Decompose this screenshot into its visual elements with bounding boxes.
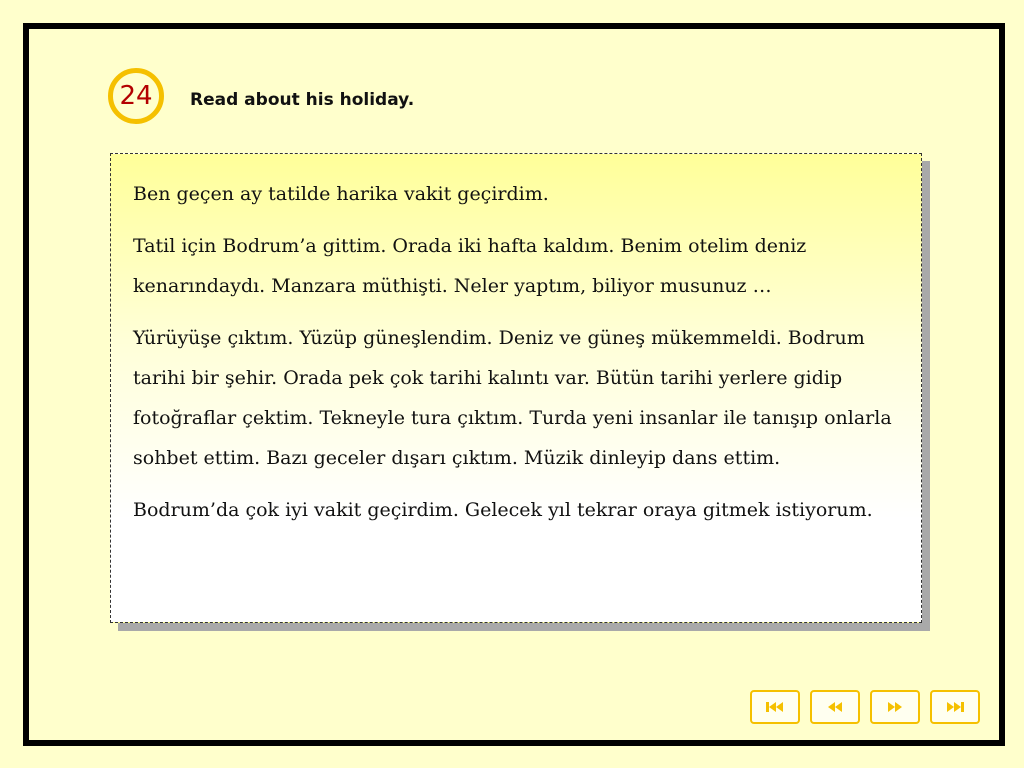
previous-slide-button[interactable] <box>810 690 860 724</box>
next-icon <box>884 700 906 714</box>
next-slide-button[interactable] <box>870 690 920 724</box>
page-title: Read about his holiday. <box>190 90 415 110</box>
reading-text-box <box>110 153 922 623</box>
paragraph-1: Ben geçen ay tatilde harika vakit geçirdim. <box>133 183 549 205</box>
paragraph-2: Tatil için Bodrum’a gittim. Orada iki hafta kaldım. Benim otelim deniz kenarındaydı. Manzara müthişti. Neler yaptım, biliyor musunuz … <box>133 235 807 297</box>
first-slide-button[interactable] <box>750 690 800 724</box>
paragraph-3: Yürüyüşe çıktım. Yüzüp güneşlendim. Deniz ve güneş mükemmeldi. Bodrum tarihi bir şehir. Orada pek çok tarihi kalıntı var. Bütün tarihi yerlere gidip fotoğraflar çektim. Tekneyle tura çıktım. Turda yeni insanlar ile tanışıp onlarla sohbet ettim. Bazı geceler dışarı çıktım. Müzik dinleyip dans ettim. <box>133 327 892 469</box>
skip-to-first-icon <box>764 700 786 714</box>
exercise-number-badge <box>108 68 164 124</box>
exercise-number: 24 <box>119 81 153 111</box>
paragraph-4: Bodrum’da çok iyi vakit geçirdim. Gelecek yıl tekrar oraya gitmek istiyorum. <box>133 499 873 521</box>
previous-icon <box>824 700 846 714</box>
skip-to-last-icon <box>944 700 966 714</box>
last-slide-button[interactable] <box>930 690 980 724</box>
